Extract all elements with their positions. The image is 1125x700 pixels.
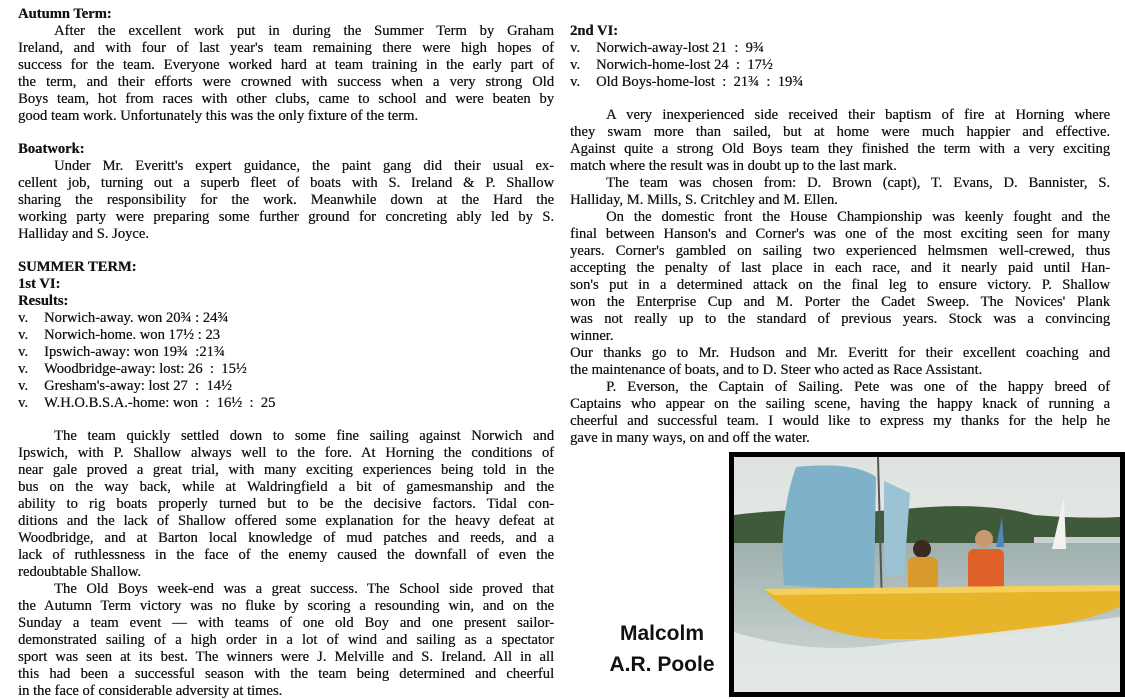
text-line: the Autumn Term victory was no fluke by scoring a resounding win, and on the bbox=[18, 598, 554, 614]
left-column bbox=[18, 6, 554, 700]
versus-label: v. bbox=[18, 378, 28, 394]
text-line: ability to rig boats properly turned but to be the decisive factors. Tidal con- bbox=[18, 496, 554, 512]
photo-caption bbox=[592, 618, 732, 680]
text-line: Against quite a strong Old Boys team they finished the term with a very exciting bbox=[570, 141, 1110, 157]
text-line: Captains who appear on the sailing scene, having the happy knack of running a bbox=[570, 396, 1110, 412]
team-chosen-paragraph bbox=[570, 175, 1110, 209]
text-line: redoubtable Shallow. bbox=[18, 564, 142, 580]
result-row bbox=[18, 327, 554, 344]
text-line: Woodbridge, and at Barton local knowledge of mud patches and reeds, and a bbox=[18, 530, 554, 546]
result-row bbox=[18, 361, 554, 378]
text-line: Halliday and S. Joyce. bbox=[18, 226, 149, 242]
result-text: Norwich-away-lost 21 : 9¾ bbox=[596, 40, 764, 56]
result-row bbox=[570, 57, 1110, 74]
text-line: Halliday, M. Mills, S. Critchley and M. Ellen. bbox=[570, 192, 838, 208]
text-line: in the face of considerable adversity at times. bbox=[18, 683, 283, 699]
domestic-front-paragraph bbox=[570, 209, 1110, 345]
text-line: lack of ruthlessness in the face of the enemy caused the downfall of even the bbox=[18, 547, 554, 563]
first-vi-heading: 1st VI: bbox=[18, 276, 61, 292]
text-line: On the domestic front the House Championship was keenly fought and the bbox=[606, 209, 1110, 225]
inexperienced-side-paragraph bbox=[570, 107, 1110, 175]
versus-label: v. bbox=[18, 395, 28, 411]
result-text: Old Boys-home-lost : 21¾ : 19¾ bbox=[596, 74, 804, 90]
result-text: Norwich-away. won 20¾ : 24¾ bbox=[44, 310, 229, 326]
result-row bbox=[570, 40, 1110, 57]
boatwork-heading: Boatwork: bbox=[18, 141, 85, 157]
text-line: was not really up to the standard of previous years. Stock was a convincing bbox=[570, 311, 1110, 327]
versus-label: v. bbox=[18, 361, 28, 377]
text-line: demonstrated sailing of a high order in a lot of wind and sailing as a spectator bbox=[18, 632, 554, 648]
text-line: gave in many ways, on and off the water. bbox=[570, 430, 810, 446]
versus-label: v. bbox=[18, 310, 28, 326]
caption-line-1: Malcolm bbox=[619, 622, 705, 645]
result-text: Woodbridge-away: lost: 26 : 15½ bbox=[44, 361, 247, 377]
text-line: accepting the penalty of last place in each race, and it nearly paid until Han- bbox=[570, 260, 1110, 276]
team-paragraph bbox=[18, 428, 554, 581]
text-line: The team quickly settled down to some fine sailing against Norwich and bbox=[54, 428, 554, 444]
text-line: Our thanks go to Mr. Hudson and Mr. Everitt for their excellent coaching and bbox=[570, 345, 1110, 361]
text-line: final between Hanson's and Corner's was one of the most exciting seen for many bbox=[570, 226, 1110, 242]
sailor-1 bbox=[908, 557, 938, 591]
text-line: the maintenance of boats, and to D. Steer who acted as Race Assistant. bbox=[570, 362, 983, 378]
text-line: cellent job, turning out a superb fleet of boats with S. Ireland & P. Shallow bbox=[18, 175, 554, 191]
boatwork-paragraph bbox=[18, 158, 554, 243]
text-line: working party were preparing some further ground for concreting ably led by S. bbox=[18, 209, 554, 225]
first-vi-results bbox=[18, 310, 554, 412]
captain-paragraph bbox=[570, 379, 1110, 447]
old-boys-paragraph bbox=[18, 581, 554, 700]
result-row bbox=[18, 310, 554, 327]
right-column bbox=[570, 23, 1110, 447]
text-line: ditions and the lack of Shallow offered some explanation for the heavy defeat at bbox=[18, 513, 554, 529]
text-line: P. Everson, the Captain of Sailing. Pete was one of the happy breed of bbox=[606, 379, 1110, 395]
text-line: success for the team. Everyone worked hard at team training in the early part of bbox=[18, 57, 554, 73]
text-line: Ipswich, with P. Shallow always well to the fore. At Horning the conditions of bbox=[18, 445, 554, 461]
sailing-photo bbox=[729, 452, 1125, 697]
text-line: The team was chosen from: D. Brown (capt), T. Evans, D. Bannister, S. bbox=[606, 175, 1110, 191]
versus-label: v. bbox=[570, 40, 580, 56]
result-row bbox=[18, 344, 554, 361]
result-text: Gresham's-away: lost 27 : 14½ bbox=[44, 378, 232, 394]
versus-label: v. bbox=[18, 344, 28, 360]
sailing-dinghy-image bbox=[734, 457, 1120, 692]
versus-label: v. bbox=[570, 57, 580, 73]
results-heading: Results: bbox=[18, 293, 69, 309]
text-line: winner. bbox=[570, 328, 614, 344]
sailor-2 bbox=[968, 549, 1004, 591]
second-vi-results bbox=[570, 40, 1110, 91]
second-vi-heading: 2nd VI: bbox=[570, 23, 618, 39]
text-line: Under Mr. Everitt's expert guidance, the paint gang did their usual ex- bbox=[54, 158, 554, 174]
result-row bbox=[18, 378, 554, 395]
result-row bbox=[570, 74, 1110, 91]
text-line: son's put in a determined attack on the final leg to ensure victory. P. Shallow bbox=[570, 277, 1110, 293]
text-line: The Old Boys week-end was a great success. The School side proved that bbox=[54, 581, 554, 597]
text-line: Boys team, hot from races with other clubs, came to school and were beaten by bbox=[18, 91, 554, 107]
text-line: cheerful and successful team. I would like to express my thanks for the help he bbox=[570, 413, 1110, 429]
text-line: Sunday a team event — with teams of one old Boy and one present sailor- bbox=[18, 615, 554, 631]
text-line: match where the result was in doubt up to the last mark. bbox=[570, 158, 897, 174]
text-line: near gale proved a great trial, with many exciting experiences being told in the bbox=[18, 462, 554, 478]
text-line: this had been a successful season with the team being determined and cheerful bbox=[18, 666, 554, 682]
text-line: sharing the responsibility for the work. Meanwhile down at the Hard the bbox=[18, 192, 554, 208]
text-line: they swam more than sailed, but at home were much happier and effective. bbox=[570, 124, 1110, 140]
text-line: good team work. Unfortunately this was the only fixture of the term. bbox=[18, 108, 419, 124]
mainsail bbox=[783, 465, 877, 591]
autumn-term-paragraph bbox=[18, 23, 554, 125]
text-line: sport was seen at its best. The winners were J. Melville and S. Ireland. All in all bbox=[18, 649, 554, 665]
caption-line-2: A.R. Poole bbox=[609, 653, 715, 676]
summer-term-heading: SUMMER TERM: bbox=[18, 259, 137, 275]
result-row bbox=[18, 395, 554, 412]
result-text: W.H.O.B.S.A.-home: won : 16½ : 25 bbox=[44, 395, 276, 411]
text-line: After the excellent work put in during the Summer Term by Graham bbox=[54, 23, 554, 39]
result-text: Ipswich-away: won 19¾ :21¾ bbox=[44, 344, 225, 360]
text-line: years. Corner's gambled on sailing two experienced helmsmen well-crewed, thus bbox=[570, 243, 1110, 259]
text-line: won the Enterprise Cup and M. Porter the Cadet Sweep. The Novices' Plank bbox=[570, 294, 1110, 310]
text-line: bus on the way back, while at Waldringfield a bit of gamesmanship and the bbox=[18, 479, 554, 495]
text-line: the term, and their efforts were crowned with success when a very strong Old bbox=[18, 74, 554, 90]
versus-label: v. bbox=[570, 74, 580, 90]
result-text: Norwich-home-lost 24 : 17½ bbox=[596, 57, 773, 73]
thanks-paragraph bbox=[570, 345, 1110, 379]
autumn-term-heading: Autumn Term: bbox=[18, 6, 112, 22]
text-line: A very inexperienced side received their baptism of fire at Horning where bbox=[606, 107, 1110, 123]
versus-label: v. bbox=[18, 327, 28, 343]
result-text: Norwich-home. won 17½ : 23 bbox=[44, 327, 220, 343]
text-line: Ireland, and with four of last year's team remaining there were high hopes of bbox=[18, 40, 554, 56]
